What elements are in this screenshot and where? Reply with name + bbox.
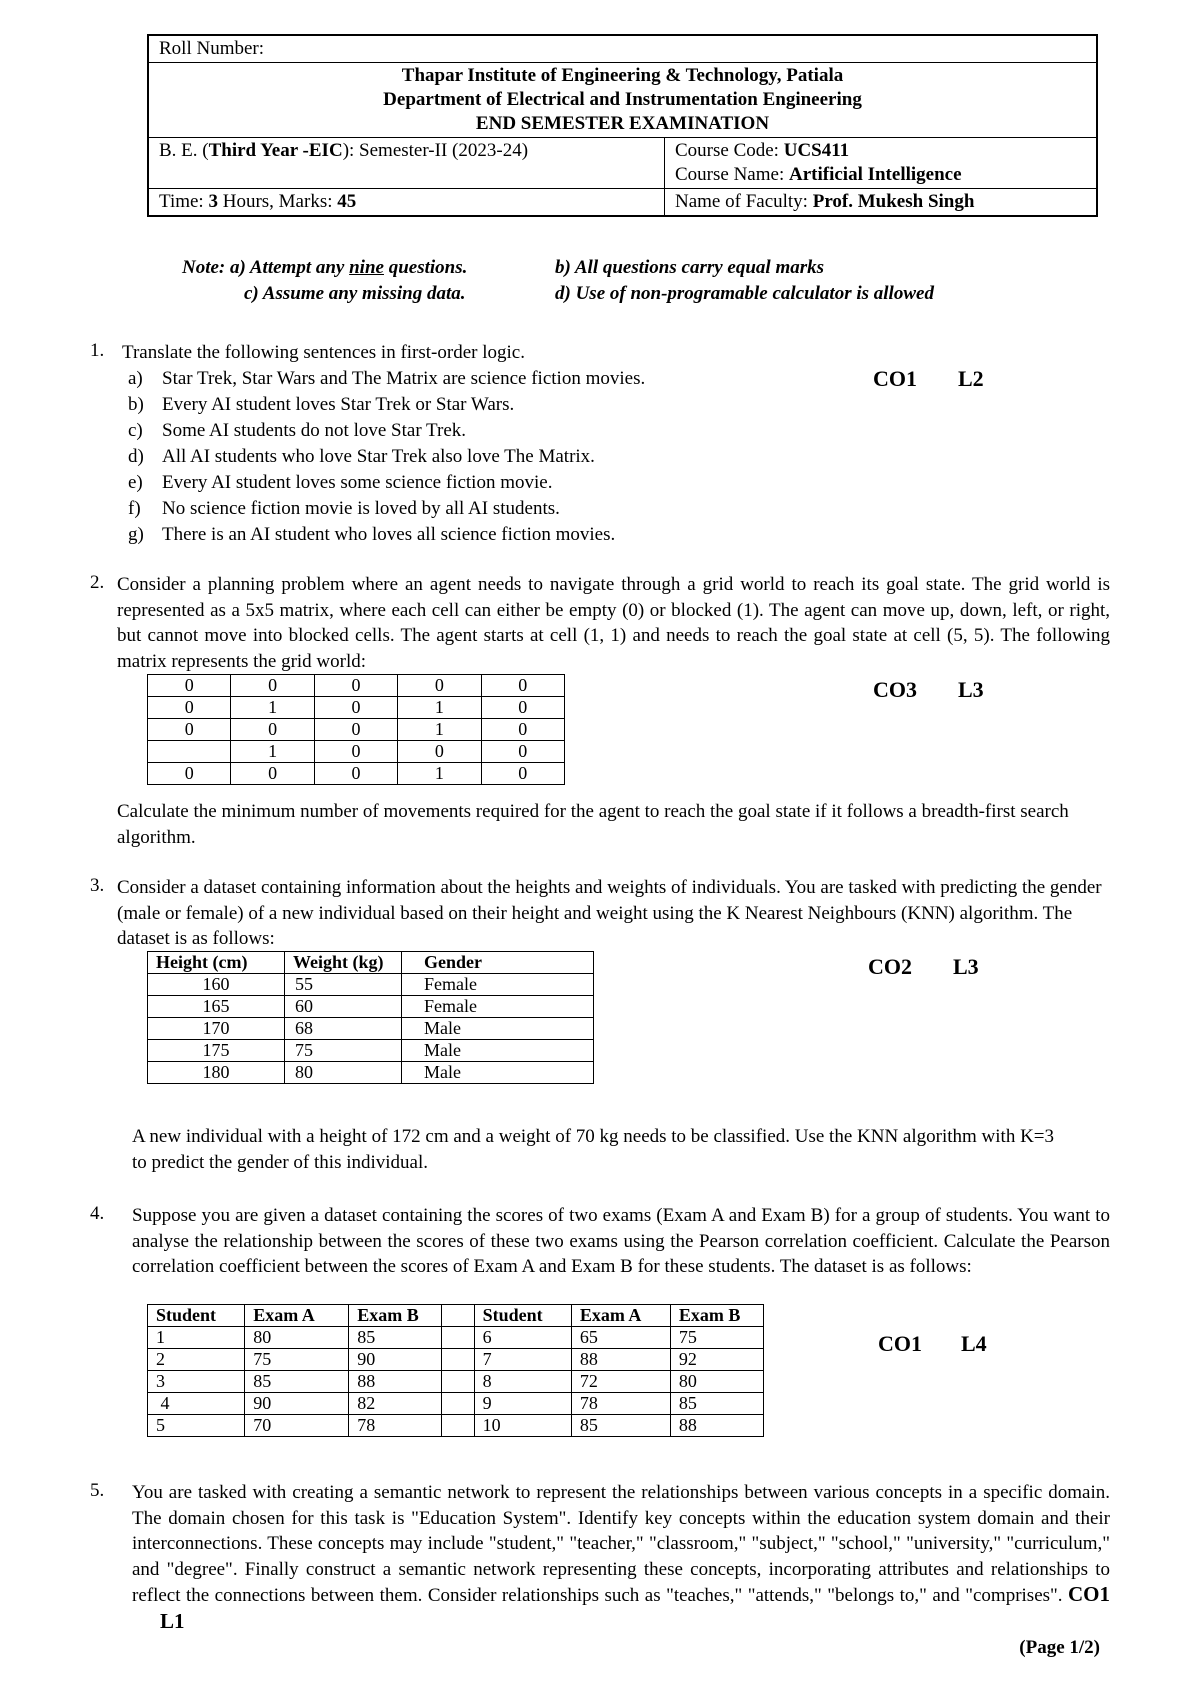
faculty-cell: Name of Faculty: Prof. Mukesh Singh xyxy=(665,189,1098,217)
grid-cell: 0 xyxy=(231,763,314,785)
column-header: Gender xyxy=(402,952,594,974)
q5-text-block xyxy=(132,1480,1110,1635)
grid-cell: 0 xyxy=(148,675,231,697)
q1-item-label: g) xyxy=(128,524,144,545)
grid-row xyxy=(148,697,565,719)
table-cell: Female xyxy=(402,974,594,996)
table-cell: 5 xyxy=(148,1415,245,1437)
grid-row xyxy=(148,675,565,697)
note-b: b) All questions carry equal marks xyxy=(555,257,825,278)
table-cell: Male xyxy=(402,1040,594,1062)
course-cell: Course Code: UCS411 Course Name: Artificial Intelligence xyxy=(665,138,1098,189)
time-value: 3 xyxy=(208,191,218,212)
grid-cell: 0 xyxy=(398,741,481,763)
exam-header xyxy=(147,34,1098,217)
q4-level: L4 xyxy=(961,1331,987,1356)
table-cell: Female xyxy=(402,996,594,1018)
column-header: Student xyxy=(148,1305,245,1327)
marks-value: 45 xyxy=(337,191,357,212)
table-cell: 7 xyxy=(474,1349,571,1371)
table-cell: 180 xyxy=(148,1062,285,1084)
grid-cell: 0 xyxy=(481,741,564,763)
q5-level: L1 xyxy=(160,1608,185,1633)
grid-cell: 0 xyxy=(398,675,481,697)
table-row xyxy=(148,1371,764,1393)
q1-item-text: Every AI student loves some science fiction movie. xyxy=(162,472,553,493)
q1-item-text: Every AI student loves Star Trek or Star Wars. xyxy=(162,394,515,415)
q3-level: L3 xyxy=(953,954,979,979)
q1-item-label: a) xyxy=(128,368,143,389)
note-c: c) Assume any missing data. xyxy=(244,283,466,304)
table-cell xyxy=(441,1327,474,1349)
q4-co: CO1 xyxy=(878,1331,922,1356)
program-cell: B. E. (Third Year -EIC): Semester-II (2023-24) xyxy=(148,138,665,189)
table-row xyxy=(148,996,594,1018)
table-cell: 80 xyxy=(285,1062,402,1084)
course-name: Artificial Intelligence xyxy=(788,164,962,185)
note-a: Note: a) Attempt any nine questions. xyxy=(182,257,468,278)
grid-cell: 0 xyxy=(314,763,397,785)
table-cell: 78 xyxy=(349,1415,441,1437)
grid-cell: 0 xyxy=(314,697,397,719)
roll-number-label: Roll Number: xyxy=(148,35,1097,63)
column-header: Student xyxy=(474,1305,571,1327)
table-cell: 80 xyxy=(245,1327,349,1349)
q3-number: 3. xyxy=(90,875,105,896)
q4-number: 4. xyxy=(90,1203,105,1224)
q1-co: CO1 xyxy=(873,366,917,391)
table-row xyxy=(148,1327,764,1349)
q1-item xyxy=(128,444,595,470)
q1-item xyxy=(128,470,552,496)
table-cell: 78 xyxy=(571,1393,670,1415)
table-cell: 165 xyxy=(148,996,285,1018)
grid-cell: 1 xyxy=(231,741,314,763)
q1-item-text: All AI students who love Star Trek also love The Matrix. xyxy=(162,446,595,467)
table-cell: 4 xyxy=(148,1393,245,1415)
table-header-row xyxy=(148,1305,764,1327)
table-cell: 85 xyxy=(571,1415,670,1437)
time-marks-cell: Time: 3 Hours, Marks: 45 xyxy=(148,189,665,217)
table-cell: 1 xyxy=(148,1327,245,1349)
grid-cell xyxy=(148,741,231,763)
table-cell: 85 xyxy=(670,1393,763,1415)
q1-item xyxy=(128,392,514,418)
grid-cell: 1 xyxy=(398,763,481,785)
table-cell: 70 xyxy=(245,1415,349,1437)
q2-text: Consider a planning problem where an agent needs to navigate through a grid world to reach its goal state. The grid world is represented as a 5x5 matrix, where each cell can either be empty (0) or blocked (1). The agent can move up, down, left, or right, but cannot move into blocked cells. The agent starts at cell (1, 1) and needs to reach the goal state at cell (5, 5). The following matrix represents the grid world: xyxy=(117,574,1110,672)
q1-item-text: No science fiction movie is loved by all AI students. xyxy=(162,498,560,519)
q1-item xyxy=(128,496,560,522)
note-d: d) Use of non-programable calculator is allowed xyxy=(555,283,934,304)
grid-row xyxy=(148,763,565,785)
q1-item xyxy=(128,522,615,548)
grid-cell: 0 xyxy=(481,675,564,697)
column-header: Exam A xyxy=(245,1305,349,1327)
table-cell xyxy=(441,1393,474,1415)
grid-cell: 0 xyxy=(314,719,397,741)
table-cell: 72 xyxy=(571,1371,670,1393)
q4-text: Suppose you are given a dataset containing the scores of two exams (Exam A and Exam B) for a group of students. You want to analyse the relationship between the scores of these two exams using the Pearson correlation coefficient. Calculate the Pearson correlation coefficient between the scores of Exam A and Exam B for these students. The dataset is as follows: xyxy=(132,1205,1110,1277)
exam-title: END SEMESTER EXAMINATION xyxy=(475,113,770,134)
grid-cell: 0 xyxy=(481,697,564,719)
table-cell: 75 xyxy=(670,1327,763,1349)
q5-co: CO1 xyxy=(1068,1582,1110,1606)
table-cell: 80 xyxy=(670,1371,763,1393)
q2-level: L3 xyxy=(958,677,984,702)
table-cell: Male xyxy=(402,1018,594,1040)
grid-cell: 0 xyxy=(231,675,314,697)
column-header: Exam B xyxy=(349,1305,441,1327)
q3-after-text: A new individual with a height of 172 cm and a weight of 70 kg needs to be classified. Use the KNN algorithm with K=3 to predict the gender of this individual. xyxy=(132,1126,1055,1173)
grid-row xyxy=(148,719,565,741)
q3-text: Consider a dataset containing information about the heights and weights of individuals. You are tasked with predicting the gender (male or female) of a new individual based on their height and weight using the K Nearest Neighbours (KNN) algorithm. The dataset is as follows: xyxy=(117,877,1102,949)
page-number: (Page 1/2) xyxy=(1019,1637,1100,1658)
table-cell xyxy=(441,1349,474,1371)
institute-name: Thapar Institute of Engineering & Technology, Patiala xyxy=(401,65,844,86)
table-cell: 9 xyxy=(474,1393,571,1415)
grid-cell: 1 xyxy=(231,697,314,719)
q1-level: L2 xyxy=(958,366,984,391)
q1-item-label: d) xyxy=(128,446,144,467)
table-cell: 6 xyxy=(474,1327,571,1349)
q2-co: CO3 xyxy=(873,677,917,702)
grid-cell: 1 xyxy=(398,697,481,719)
course-code: UCS411 xyxy=(783,140,850,161)
grid-cell: 0 xyxy=(148,763,231,785)
column-header: Exam B xyxy=(670,1305,763,1327)
table-cell: 160 xyxy=(148,974,285,996)
table-cell xyxy=(441,1415,474,1437)
grid-cell: 1 xyxy=(398,719,481,741)
table-cell: 75 xyxy=(285,1040,402,1062)
table-row xyxy=(148,1018,594,1040)
grid-cell: 0 xyxy=(314,741,397,763)
grid-cell: 0 xyxy=(148,719,231,741)
table-cell: 60 xyxy=(285,996,402,1018)
q2-after-text: Calculate the minimum number of movements required for the agent to reach the goal state if it follows a breadth-first search algorithm. xyxy=(117,801,1069,848)
table-row xyxy=(148,974,594,996)
faculty-name: Prof. Mukesh Singh xyxy=(812,191,975,212)
table-cell: 65 xyxy=(571,1327,670,1349)
table-row xyxy=(148,1040,594,1062)
column-header: Exam A xyxy=(571,1305,670,1327)
grid-cell: 0 xyxy=(148,697,231,719)
q1-text: Translate the following sentences in first-order logic. xyxy=(122,342,525,363)
table-cell: 85 xyxy=(245,1371,349,1393)
table-cell: 88 xyxy=(349,1371,441,1393)
q1-item-text: There is an AI student who loves all science fiction movies. xyxy=(162,524,616,545)
table-cell: 92 xyxy=(670,1349,763,1371)
table-row xyxy=(148,1349,764,1371)
column-header: Weight (kg) xyxy=(285,952,402,974)
table-row xyxy=(148,1393,764,1415)
q1-item-label: c) xyxy=(128,420,143,441)
table-row xyxy=(148,1415,764,1437)
q1-item-label: e) xyxy=(128,472,143,493)
table-cell: 3 xyxy=(148,1371,245,1393)
q1-item-text: Star Trek, Star Wars and The Matrix are science fiction movies. xyxy=(162,368,646,389)
institute-block xyxy=(148,63,1097,138)
q3-data-table xyxy=(147,951,594,1084)
q1-item-label: b) xyxy=(128,394,144,415)
department-name: Department of Electrical and Instrumentation Engineering xyxy=(383,89,862,110)
grid-cell: 0 xyxy=(231,719,314,741)
table-cell: 88 xyxy=(571,1349,670,1371)
table-cell: 68 xyxy=(285,1018,402,1040)
column-header xyxy=(441,1305,474,1327)
table-cell: 75 xyxy=(245,1349,349,1371)
q5-number: 5. xyxy=(90,1480,105,1501)
q2-grid-table xyxy=(147,674,565,785)
table-cell: 82 xyxy=(349,1393,441,1415)
table-cell: 55 xyxy=(285,974,402,996)
table-cell: 90 xyxy=(245,1393,349,1415)
q1-item-label: f) xyxy=(128,498,141,519)
table-cell: 170 xyxy=(148,1018,285,1040)
q1-item xyxy=(128,366,645,392)
program-year: Third Year -EIC xyxy=(208,140,343,161)
table-header-row xyxy=(148,952,594,974)
table-cell: 10 xyxy=(474,1415,571,1437)
q1-item-text: Some AI students do not love Star Trek. xyxy=(162,420,467,441)
table-row xyxy=(148,1062,594,1084)
table-cell xyxy=(441,1371,474,1393)
table-cell: Male xyxy=(402,1062,594,1084)
table-cell: 85 xyxy=(349,1327,441,1349)
q5-text: You are tasked with creating a semantic network to represent the relationships between various concepts in a specific domain. The domain chosen for this task is "Education System". Identify key concepts within the education system domain and their interconnections. These concepts may include "student," "teacher," "classroom," "subject," "school," "university," "curriculum," and "degree". Finally construct a semantic network representing these concepts, incorporating attributes and relationships to reflect the connections between them. Consider relationships such as "teaches," "attends," "belongs to," and "comprises". xyxy=(132,1482,1110,1606)
q1-number: 1. xyxy=(90,340,105,361)
grid-row xyxy=(148,741,565,763)
q3-co: CO2 xyxy=(868,954,912,979)
table-cell: 8 xyxy=(474,1371,571,1393)
table-cell: 175 xyxy=(148,1040,285,1062)
q1-item xyxy=(128,418,466,444)
grid-cell: 0 xyxy=(314,675,397,697)
q2-number: 2. xyxy=(90,572,105,593)
grid-cell: 0 xyxy=(481,763,564,785)
table-cell: 90 xyxy=(349,1349,441,1371)
q4-data-table xyxy=(147,1304,764,1437)
table-cell: 88 xyxy=(670,1415,763,1437)
table-cell: 2 xyxy=(148,1349,245,1371)
grid-cell: 0 xyxy=(481,719,564,741)
column-header: Height (cm) xyxy=(148,952,285,974)
